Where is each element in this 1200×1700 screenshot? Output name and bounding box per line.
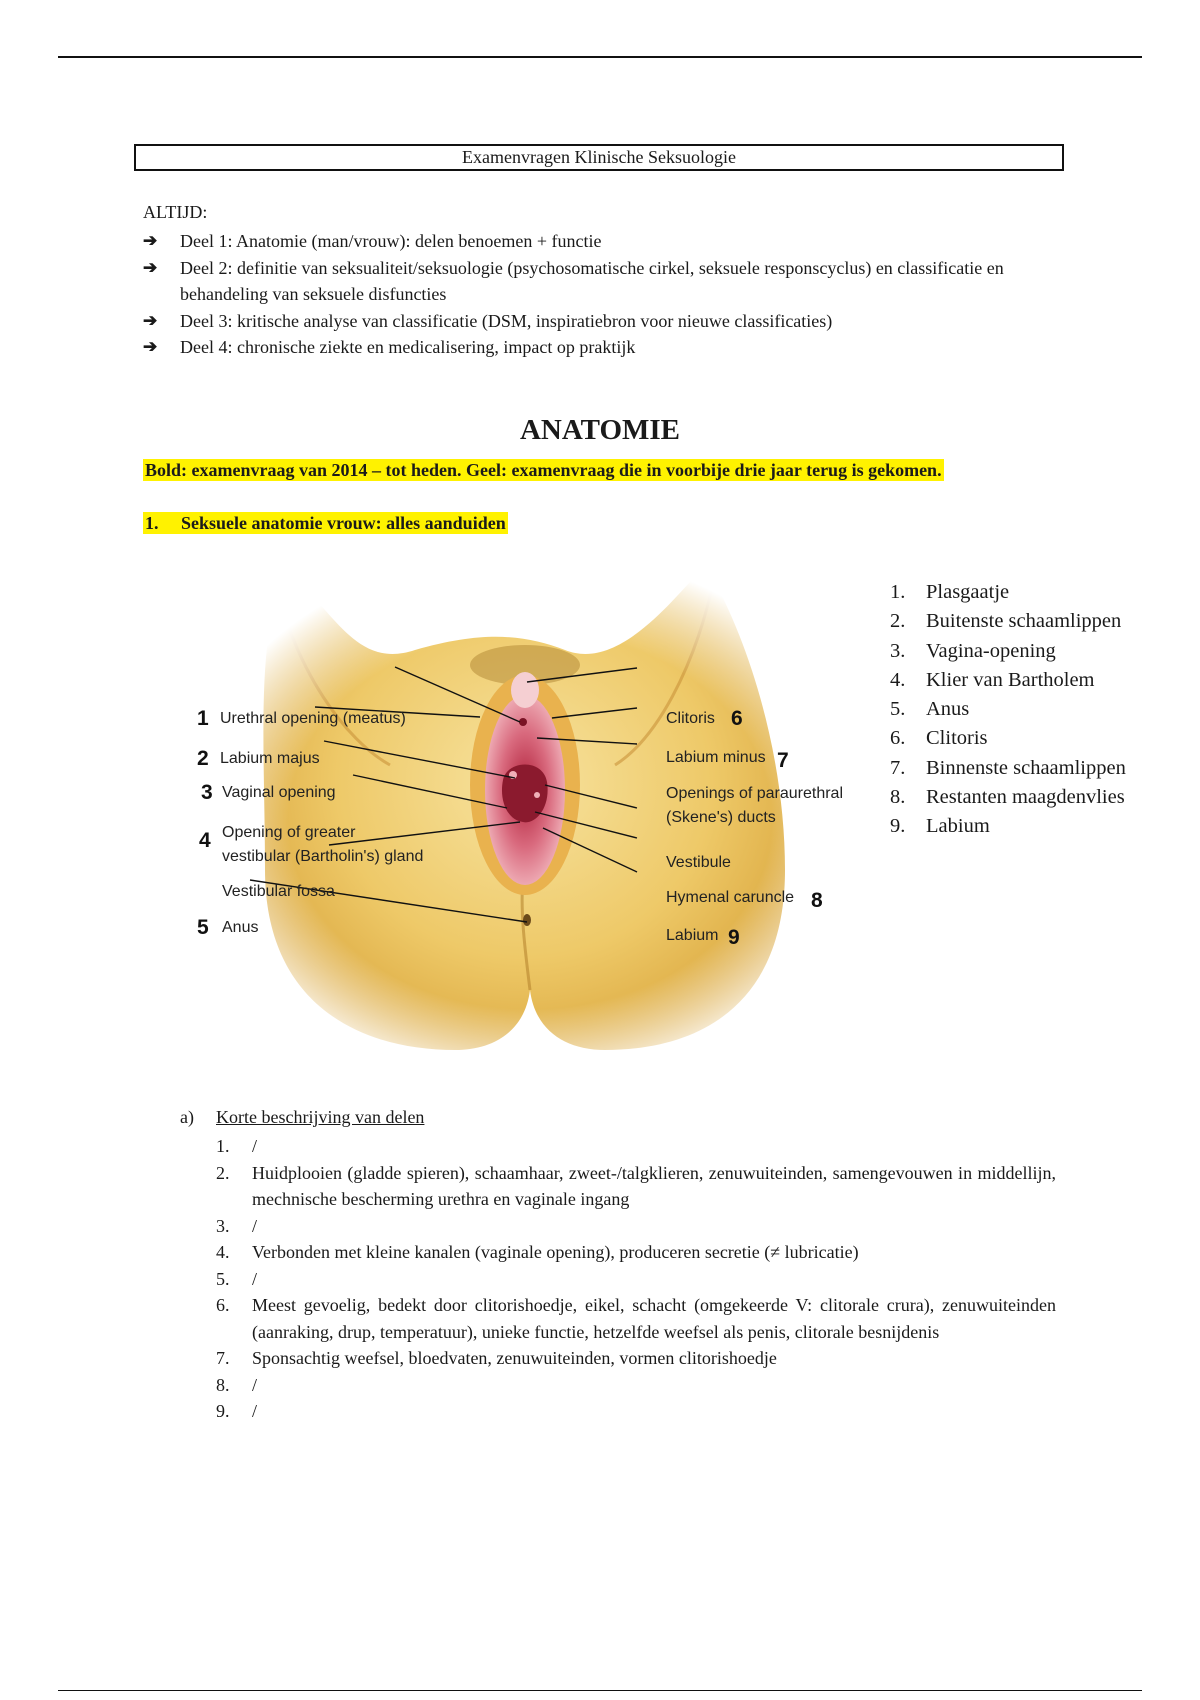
- list-item: 8. /: [216, 1374, 258, 1395]
- label-number: 9: [728, 926, 740, 949]
- list-item: 3. Vagina-opening: [890, 639, 1056, 662]
- legend-note: Bold: examenvraag van 2014 – tot heden. Geel: examenvraag die in voorbije drie jaar terug is gekomen.: [145, 460, 942, 480]
- always-item: ➔ Deel 3: kritische analyse van classificatie (DSM, inspiratiebron voor nieuwe classificaties): [143, 308, 1073, 335]
- label-number: 3: [201, 781, 213, 804]
- always-item: ➔ Deel 4: chronische ziekte en medicalisering, impact op praktijk: [143, 334, 1073, 361]
- always-list: [143, 228, 1073, 361]
- figure-label: Labium majus: [220, 750, 320, 767]
- list-item: 2. Huidplooien (gladde spieren), schaamhaar, zweet-/talgklieren, zenuwuiteinden, samengevouwen in middellijn, mechnische bescherming urethra en vaginale ingang: [216, 1162, 1056, 1209]
- subsection-letter: a): [180, 1107, 194, 1127]
- always-label: ALTIJD:: [143, 202, 208, 222]
- list-item: 7. Binnenste schaamlippen: [890, 756, 1126, 779]
- figure-label: Labium: [666, 927, 719, 944]
- dutch-names-list: [890, 578, 1126, 842]
- arrow-right-icon: ➔: [143, 257, 158, 277]
- figure-label: Vaginal opening: [222, 784, 336, 801]
- list-item: 9. /: [216, 1401, 258, 1421]
- figure-label: vestibular (Bartholin's) gland: [222, 848, 424, 865]
- always-item: ➔ Deel 2: definitie van seksualiteit/seksuologie (psychosomatische cirkel, seksuele responscyclus) en classificatie en behandeling van seksuele disfuncties: [143, 255, 1073, 308]
- header-rule: [58, 56, 1142, 58]
- figure-label: Opening of greater: [222, 824, 356, 841]
- list-item: 4. Klier van Bartholem: [890, 668, 1095, 691]
- list-item: 1. /: [216, 1136, 258, 1156]
- list-item: 8. Restanten maagdenvlies: [890, 786, 1125, 809]
- label-number: 1: [197, 707, 209, 730]
- list-item: 3. /: [216, 1215, 258, 1236]
- always-item: ➔ Deel 1: Anatomie (man/vrouw): delen benoemen + functie: [143, 228, 1073, 255]
- anatomy-figure: [185, 550, 875, 1090]
- list-item: 9. Labium: [890, 815, 990, 838]
- figure-label: (Skene's) ducts: [666, 809, 776, 826]
- label-number: 7: [777, 749, 789, 772]
- footer-rule: [58, 1690, 1142, 1691]
- figure-label: Hymenal caruncle: [666, 889, 795, 906]
- arrow-right-icon: ➔: [143, 231, 158, 250]
- anatomy-illustration: [185, 550, 875, 1090]
- question-heading: [143, 512, 508, 534]
- label-number: 5: [197, 916, 209, 939]
- figure-label: Anus: [222, 919, 259, 936]
- list-item: 6. Clitoris: [890, 727, 988, 750]
- description-list: [216, 1133, 1056, 1425]
- document-title: Examenvragen Klinische Seksuologie: [134, 144, 1064, 171]
- figure-label: Clitoris: [666, 710, 715, 727]
- section-title: ANATOMIE: [519, 414, 681, 446]
- subsection-heading: [180, 1107, 424, 1128]
- figure-label: Vestibular fossa: [222, 883, 335, 900]
- list-item: 1. Plasgaatje: [890, 581, 1010, 603]
- figure-label: Vestibule: [666, 854, 731, 871]
- question-number: 1.: [145, 513, 159, 533]
- arrow-right-icon: ➔: [143, 337, 158, 356]
- figure-label: Labium minus: [666, 749, 766, 766]
- list-item: 7. Sponsachtig weefsel, bloedvaten, zenuwuiteinden, vormen clitorishoedje: [216, 1348, 777, 1368]
- label-number: 6: [731, 707, 743, 730]
- figure-label: Openings of paraurethral: [666, 785, 843, 802]
- list-item: 5. /: [216, 1268, 258, 1289]
- subsection-title: Korte beschrijving van delen: [216, 1107, 425, 1127]
- list-item: 6. Meest gevoelig, bedekt door clitorishoedje, eikel, schacht (omgekeerde V: clitorale crura), zenuwuiteinden (aanraking, drup, temperatuur), unieke functie, hetzelfde weefsel als penis, clitorale besnijdenis: [216, 1295, 1056, 1342]
- label-number: 4: [199, 829, 211, 852]
- question-text: Seksuele anatomie vrouw: alles aanduiden: [181, 513, 506, 533]
- arrow-right-icon: ➔: [143, 310, 158, 330]
- list-item: 4. Verbonden met kleine kanalen (vaginale opening), produceren secretie (≠ lubricatie): [216, 1242, 859, 1262]
- list-item: 2. Buitenste schaamlippen: [890, 610, 1122, 633]
- list-item: 5. Anus: [890, 698, 970, 721]
- figure-label: Urethral opening (meatus): [220, 710, 406, 727]
- label-number: 2: [197, 747, 209, 770]
- label-number: 8: [811, 889, 823, 912]
